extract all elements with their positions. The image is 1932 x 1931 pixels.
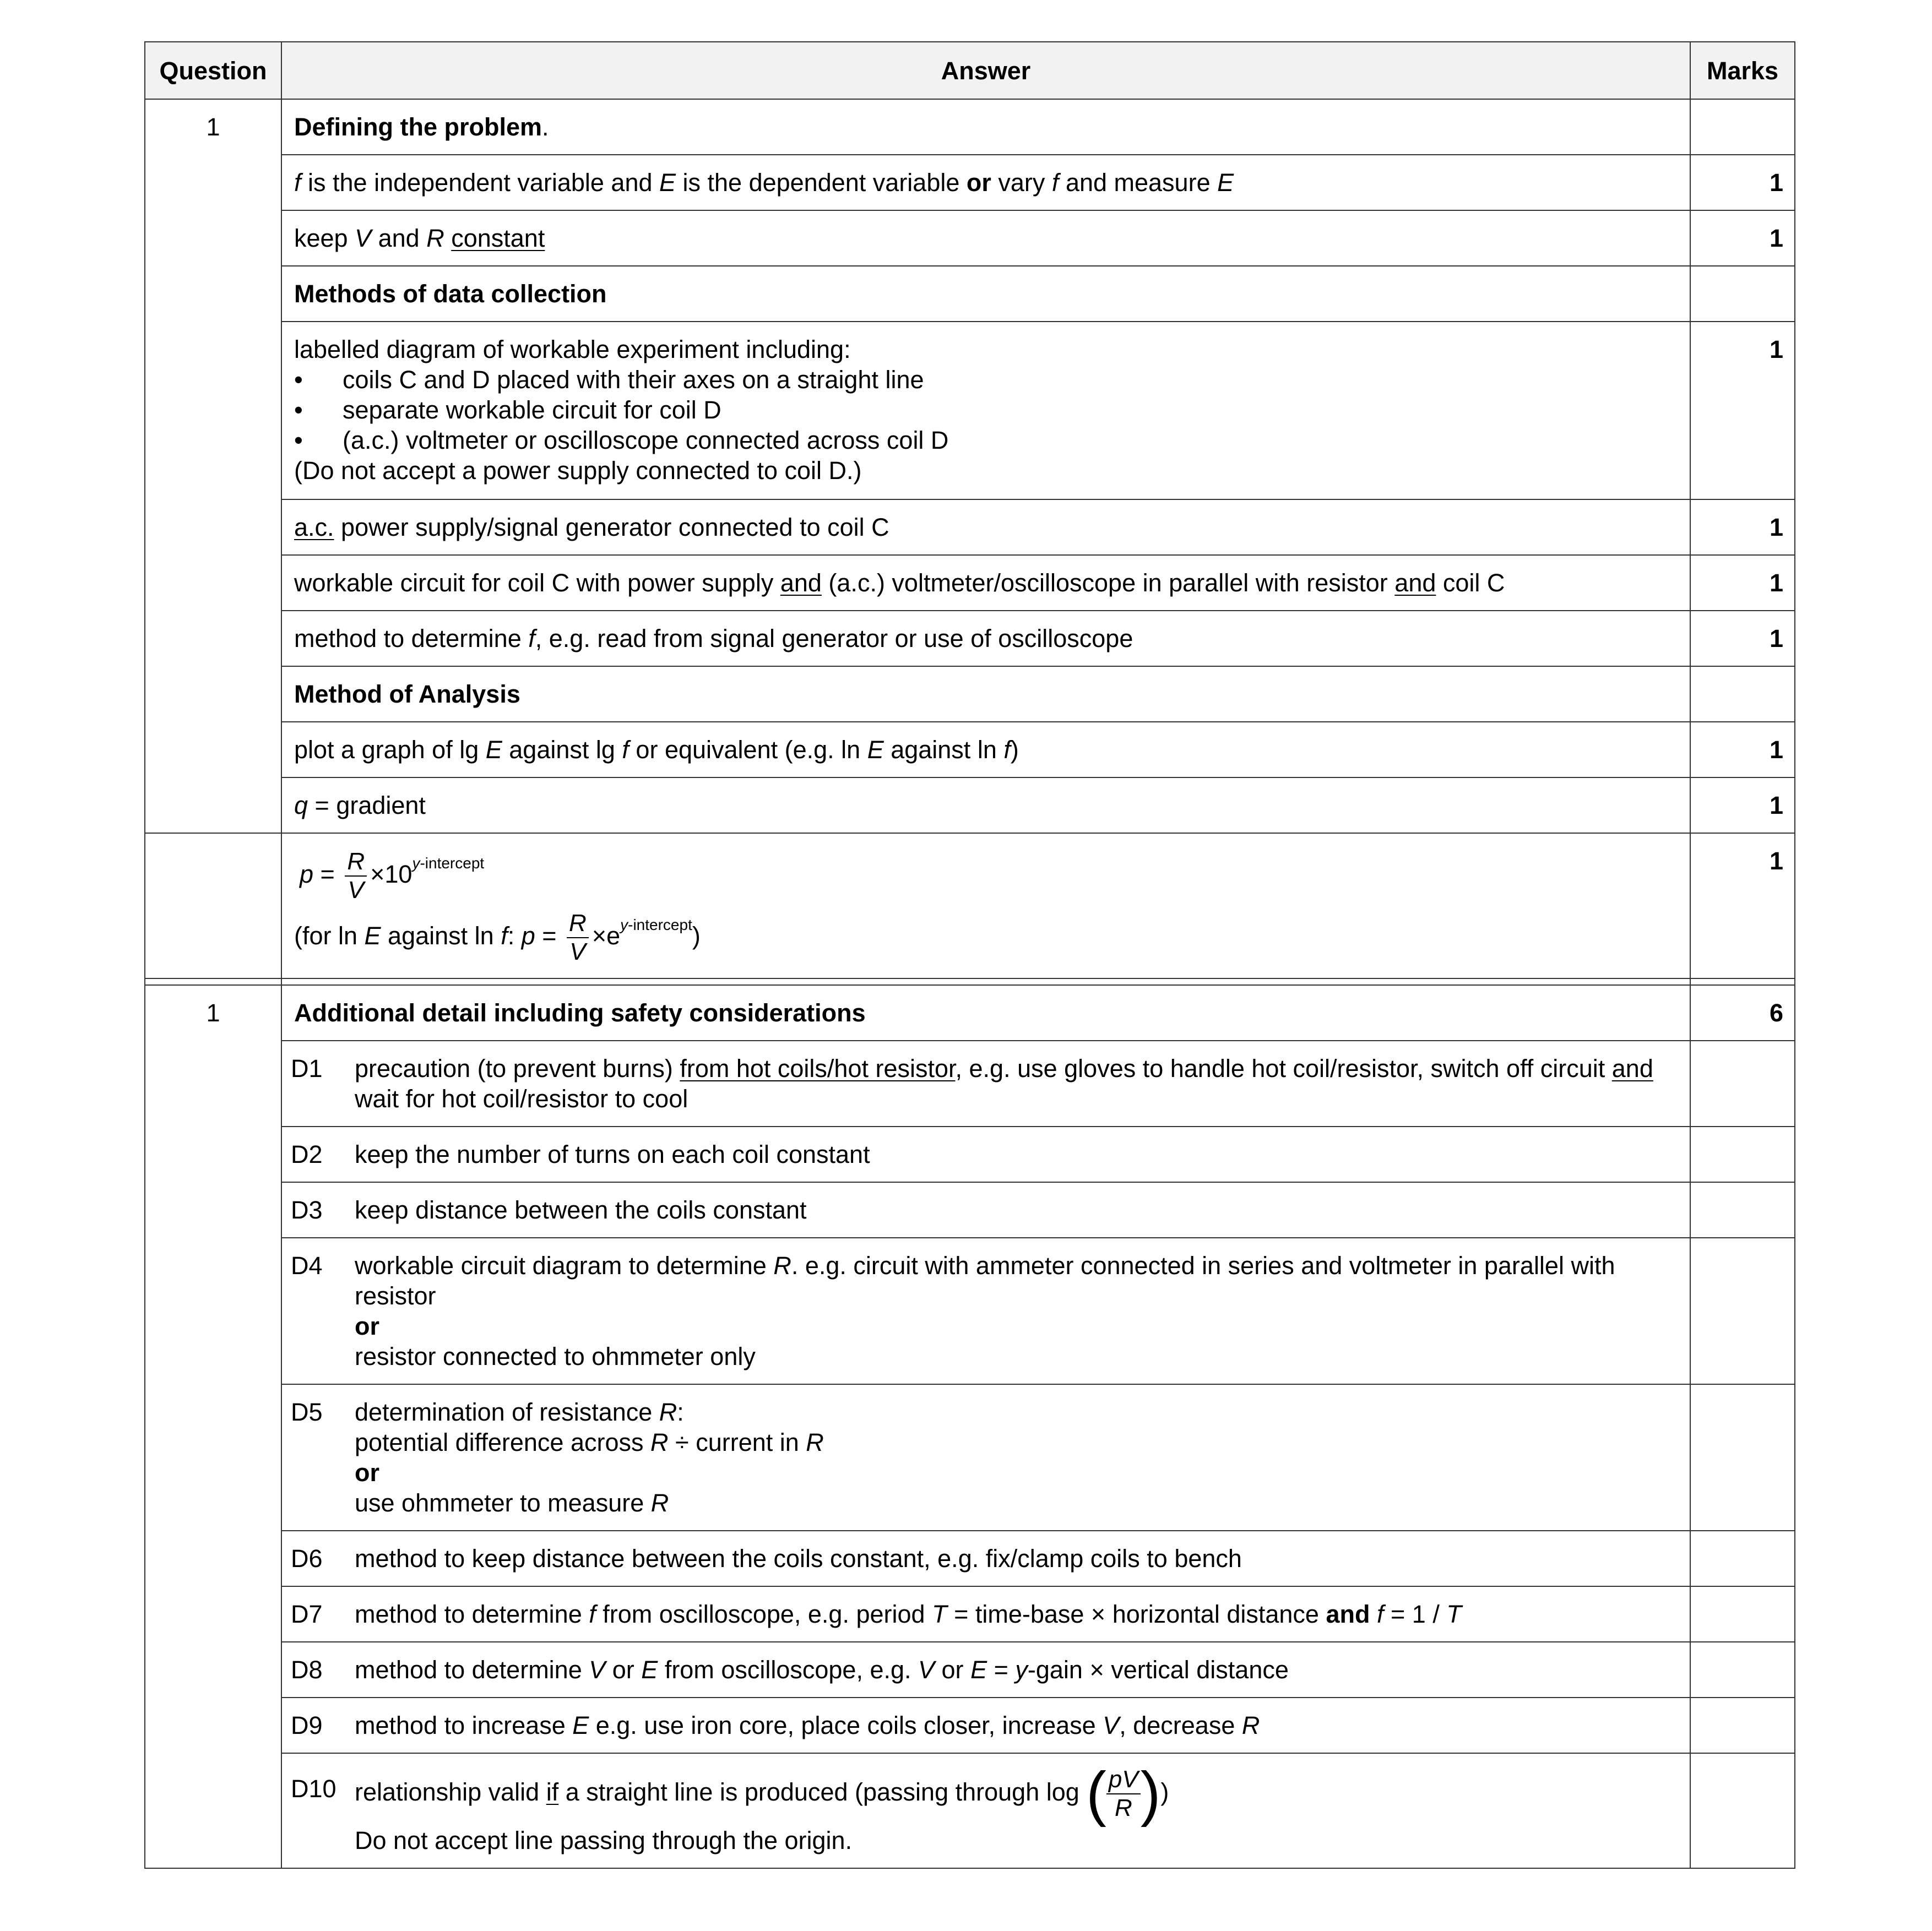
formula-p-ln: (for ln E against ln f: p = $\frac{R}{V}$ $\times e^{y-intercept}$) [294, 910, 701, 965]
answer-cell: f is the independent variable and E is the dependent variable or vary f and measure E [281, 155, 1690, 210]
mark-scheme-table [144, 41, 1795, 1869]
table-row [145, 833, 1795, 978]
answer-cell: labelled diagram of workable experiment including: • coils C and D placed with their axes on a straight line • separate workable circuit for coil D • (a.c.) voltmeter or oscilloscope connected across coil D (Do not accept a power supply connected to coil D.) [281, 322, 1690, 499]
answer-cell: plot a graph of lg E against lg f or equivalent (e.g. ln E against ln f) [281, 722, 1690, 777]
section-heading: Additional detail including safety considerations [281, 985, 1690, 1041]
marks-cell [1690, 266, 1795, 322]
table-row [145, 266, 1795, 322]
answer-cell: a.c. power supply/signal generator connected to coil C [281, 499, 1690, 555]
detail-row-d8: D8 method to determine V or E from oscilloscope, e.g. V or E = y-gain × vertical distance [145, 1642, 1795, 1698]
header-answer: Answer [281, 42, 1690, 99]
answer-cell: workable circuit for coil C with power supply and (a.c.) voltmeter/oscilloscope in parallel with resistor and coil C [281, 555, 1690, 611]
answer-cell: keep V and R constant [281, 210, 1690, 266]
table-row [145, 155, 1795, 210]
question-number: 1 [145, 985, 281, 1868]
marks-cell: 1 [1690, 322, 1795, 499]
detail-row-d6: D6 method to keep distance between the coils constant, e.g. fix/clamp coils to bench [145, 1531, 1795, 1586]
section-heading: Defining the problem. [281, 99, 1690, 155]
table-row [145, 666, 1795, 722]
formula-p-lg: p = $\frac{R}{V}$ $\times 10^{y-intercept}$ [300, 848, 485, 904]
detail-row-d3: D3 keep distance between the coils constant [145, 1182, 1795, 1238]
table-row [145, 322, 1795, 499]
detail-row-d1: D1 precaution (to prevent burns) from hot coils/hot resistor, e.g. use gloves to handle hot coil/resistor, switch off circuit and wait for hot coil/resistor to cool [145, 1041, 1795, 1127]
marks-cell: 1 [1690, 833, 1795, 978]
table-row [145, 611, 1795, 666]
detail-row-d7: D7 method to determine f from oscilloscope, e.g. period T = time-base × horizontal distance and f = 1 / T [145, 1586, 1795, 1642]
marks-cell: 1 [1690, 210, 1795, 266]
marks-cell [1690, 666, 1795, 722]
detail-row-d2: D2 keep the number of turns on each coil constant [145, 1127, 1795, 1182]
table-row [145, 99, 1795, 155]
header-question: Question [145, 42, 281, 99]
detail-row-d9: D9 method to increase E e.g. use iron core, place coils closer, increase V, decrease R [145, 1698, 1795, 1753]
marks-cell: 6 [1690, 985, 1795, 1041]
detail-row-d5: D5 determination of resistance R: potential difference across R ÷ current in R or use ohmmeter to measure R [145, 1384, 1795, 1531]
formula-cell [281, 833, 1690, 978]
table-row [145, 499, 1795, 555]
question-number: 1 [145, 99, 281, 833]
table-row [145, 555, 1795, 611]
header-marks: Marks [1690, 42, 1795, 99]
answer-cell: q = gradient [281, 777, 1690, 833]
answer-cell: method to determine f, e.g. read from signal generator or use of oscilloscope [281, 611, 1690, 666]
table-row [145, 210, 1795, 266]
marks-cell [1690, 99, 1795, 155]
section-heading: Methods of data collection [281, 266, 1690, 322]
marks-cell: 1 [1690, 555, 1795, 611]
header-row [145, 42, 1795, 99]
marks-cell: 1 [1690, 777, 1795, 833]
marks-cell: 1 [1690, 499, 1795, 555]
detail-row-d4: D4 workable circuit diagram to determine R. e.g. circuit with ammeter connected in series and voltmeter in parallel with resistor or resistor connected to ohmmeter only [145, 1238, 1795, 1384]
section-heading: Method of Analysis [281, 666, 1690, 722]
table-row [145, 722, 1795, 777]
detail-row-d10: D10 relationship valid if a straight line is produced (passing through log ( $\frac{pV}{R}$ )) Do not accept line passing through the origin. [145, 1753, 1795, 1868]
marks-cell: 1 [1690, 155, 1795, 210]
marks-cell: 1 [1690, 611, 1795, 666]
section-separator [145, 978, 1795, 985]
table-row [145, 777, 1795, 833]
marks-cell: 1 [1690, 722, 1795, 777]
table-row [145, 985, 1795, 1041]
